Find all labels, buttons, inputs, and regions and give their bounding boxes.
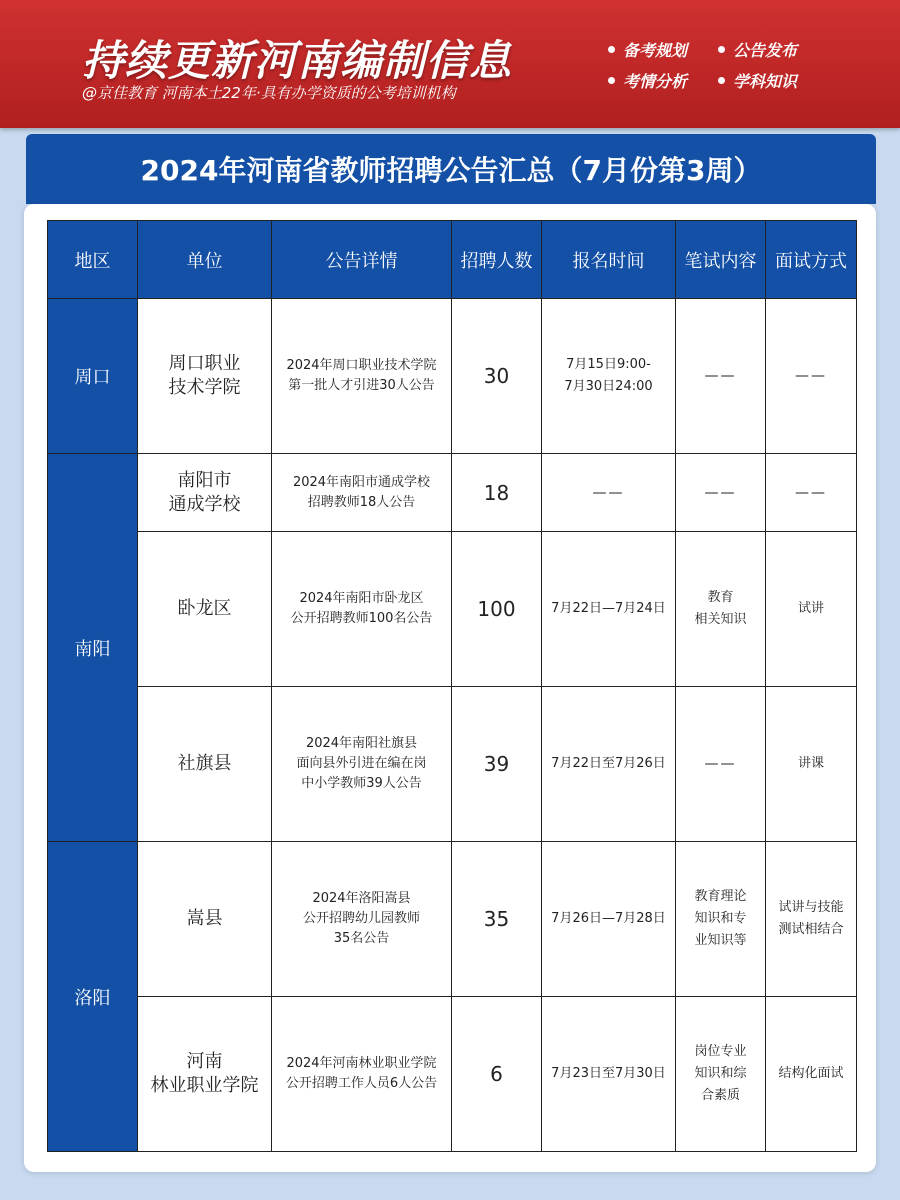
- unit-cell: 周口职业 技术学院: [138, 299, 272, 454]
- unit-cell: 河南 林业职业学院: [138, 997, 272, 1152]
- table-header-row: [48, 221, 857, 299]
- bullet-icon: [718, 77, 725, 84]
- unit-cell: 嵩县: [138, 842, 272, 997]
- written-cell: ——: [676, 687, 766, 842]
- region-cell: 周口: [48, 299, 138, 454]
- tag-item: [718, 38, 828, 61]
- header-cell: 单位: [138, 221, 272, 299]
- bullet-icon: [608, 77, 615, 84]
- tag-label: 考情分析: [623, 72, 688, 91]
- table-row: [48, 454, 857, 532]
- detail-cell: 2024年周口职业技术学院 第一批人才引进30人公告: [272, 299, 452, 454]
- interview-cell: 试讲与技能 测试相结合: [766, 842, 857, 997]
- tag-item: [718, 69, 828, 92]
- table-row: [48, 842, 857, 997]
- time-cell: ——: [542, 454, 676, 532]
- written-cell: ——: [676, 299, 766, 454]
- interview-cell: ——: [766, 299, 857, 454]
- unit-cell: 社旗县: [138, 687, 272, 842]
- table-row: [48, 997, 857, 1152]
- region-cell: 洛阳: [48, 842, 138, 1152]
- notice-table: [47, 220, 857, 1152]
- bullet-icon: [718, 46, 725, 53]
- detail-cell: 2024年南阳市卧龙区 公开招聘教师100名公告: [272, 532, 452, 687]
- table-card: [24, 204, 876, 1172]
- written-cell: 教育理论 知识和专 业知识等: [676, 842, 766, 997]
- count-cell: 39: [452, 687, 542, 842]
- written-cell: 岗位专业 知识和综 合素质: [676, 997, 766, 1152]
- count-cell: 18: [452, 454, 542, 532]
- detail-cell: 2024年洛阳嵩县 公开招聘幼儿园教师 35名公告: [272, 842, 452, 997]
- written-cell: ——: [676, 454, 766, 532]
- count-cell: 30: [452, 299, 542, 454]
- tag-label: 备考规划: [623, 41, 688, 60]
- count-cell: 100: [452, 532, 542, 687]
- count-cell: 35: [452, 842, 542, 997]
- bullet-icon: [608, 46, 615, 53]
- unit-cell: 卧龙区: [138, 532, 272, 687]
- banner-subtitle: @京佳教育 河南本土22年·具有办学资质的公考培训机构: [82, 84, 456, 102]
- interview-cell: ——: [766, 454, 857, 532]
- count-cell: 6: [452, 997, 542, 1152]
- time-cell: 7月26日—7月28日: [542, 842, 676, 997]
- time-cell: 7月23日至7月30日: [542, 997, 676, 1152]
- interview-cell: 结构化面试: [766, 997, 857, 1152]
- unit-cell: 南阳市 通成学校: [138, 454, 272, 532]
- detail-cell: 2024年河南林业职业学院 公开招聘工作人员6人公告: [272, 997, 452, 1152]
- tag-label: 学科知识: [733, 72, 798, 91]
- table-row: [48, 687, 857, 842]
- banner-tags: [608, 38, 868, 92]
- time-cell: 7月22日至7月26日: [542, 687, 676, 842]
- time-cell: 7月15日9:00- 7月30日24:00: [542, 299, 676, 454]
- detail-cell: 2024年南阳市通成学校 招聘教师18人公告: [272, 454, 452, 532]
- detail-cell: 2024年南阳社旗县 面向县外引进在编在岗 中小学教师39人公告: [272, 687, 452, 842]
- page-title: 2024年河南省教师招聘公告汇总（7月份第3周）: [26, 134, 876, 204]
- tag-item: [608, 69, 718, 92]
- region-cell: 南阳: [48, 454, 138, 842]
- table-row: [48, 532, 857, 687]
- time-cell: 7月22日—7月24日: [542, 532, 676, 687]
- top-banner: [0, 0, 900, 128]
- interview-cell: 讲课: [766, 687, 857, 842]
- header-cell: 面试方式: [766, 221, 857, 299]
- banner-title: 持续更新河南编制信息: [82, 36, 513, 85]
- header-cell: 报名时间: [542, 221, 676, 299]
- tag-label: 公告发布: [733, 41, 798, 60]
- interview-cell: 试讲: [766, 532, 857, 687]
- header-cell: 公告详情: [272, 221, 452, 299]
- header-cell: 笔试内容: [676, 221, 766, 299]
- table-row: [48, 299, 857, 454]
- header-cell: 招聘人数: [452, 221, 542, 299]
- written-cell: 教育 相关知识: [676, 532, 766, 687]
- header-cell: 地区: [48, 221, 138, 299]
- tag-item: [608, 38, 718, 61]
